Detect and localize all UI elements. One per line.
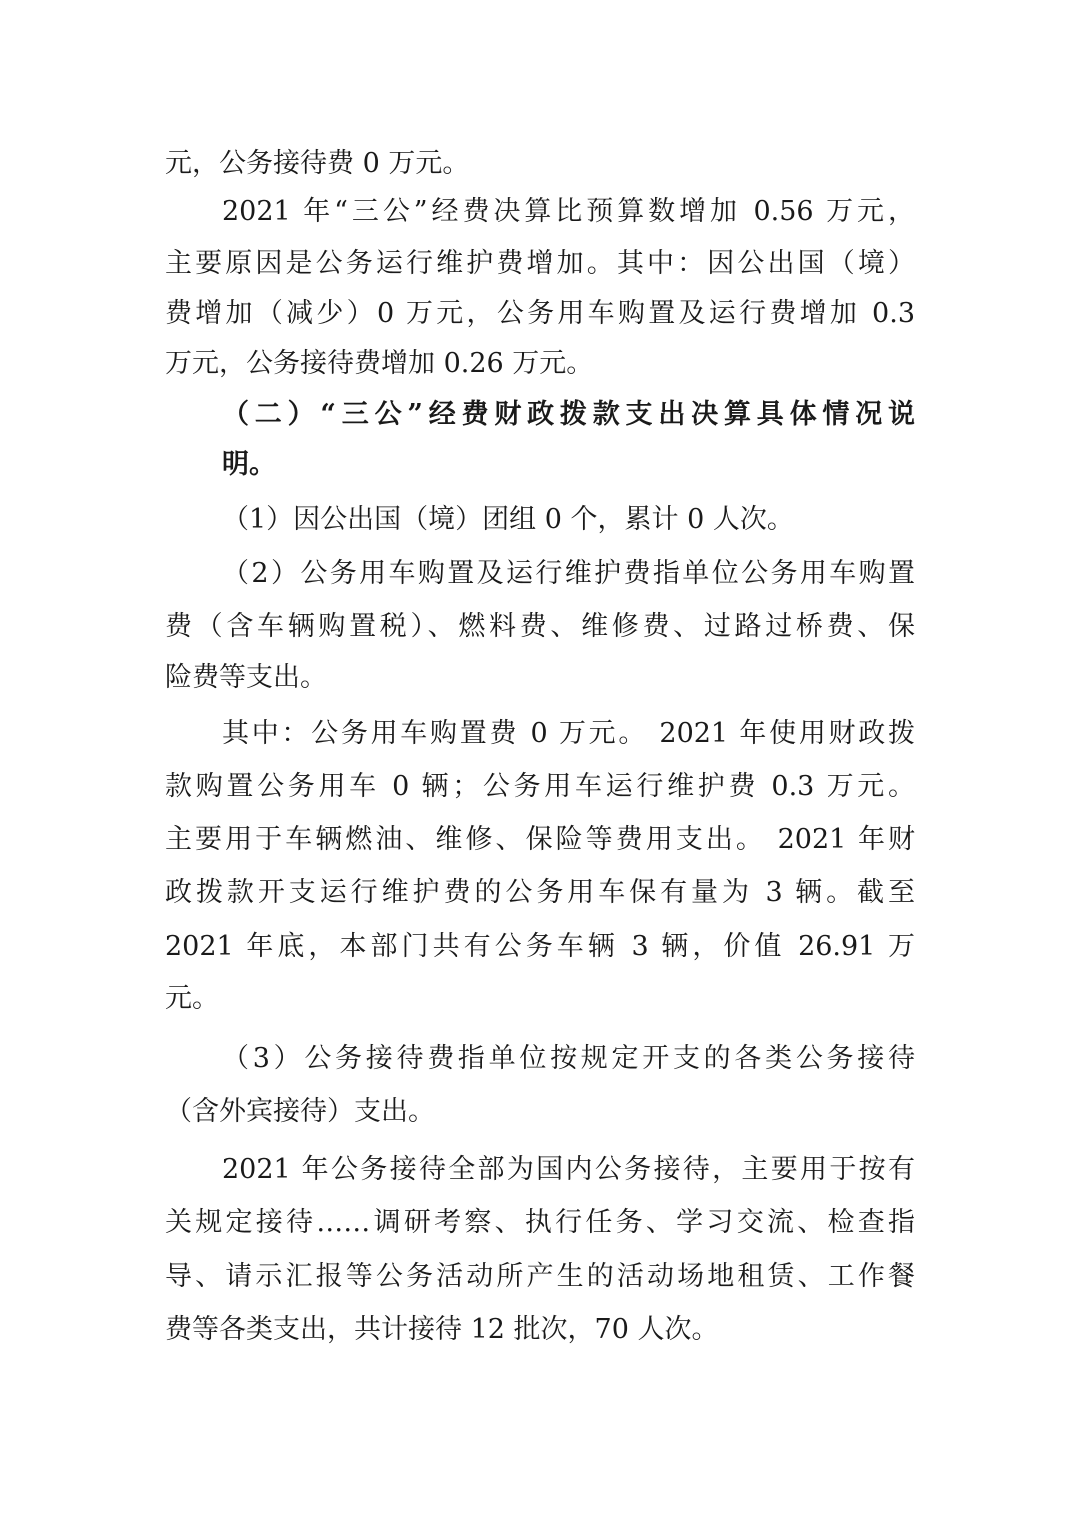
text-line: 导、请示汇报等公务活动所产生的活动场地租赁、工作餐 bbox=[165, 1261, 915, 1292]
text-line: （2）公务用车购置及运行维护费指单位公务用车购置 bbox=[222, 558, 915, 589]
text-line: （3）公务接待费指单位按规定开支的各类公务接待 bbox=[222, 1043, 915, 1074]
text-line: （1）因公出国（境）团组 0 个，累计 0 人次。 bbox=[222, 504, 794, 535]
text-line: 其中：公务用车购置费 0 万元。 2021 年使用财政拨 bbox=[222, 718, 915, 749]
text-line: 款购置公务用车 0 辆；公务用车运行维护费 0.3 万元。 bbox=[165, 771, 915, 802]
text-line: 2021 年底，本部门共有公务车辆 3 辆，价值 26.91 万 bbox=[165, 931, 915, 962]
text-line: 2021 年“三公”经费决算比预算数增加 0.56 万元， bbox=[222, 196, 915, 227]
text-line: 主要原因是公务运行维护费增加。其中：因公出国（境） bbox=[165, 248, 915, 279]
text-line: 主要用于车辆燃油、维修、保险等费用支出。 2021 年财 bbox=[165, 824, 915, 855]
text-line: （含外宾接待）支出。 bbox=[165, 1096, 435, 1127]
text-line: 关规定接待……调研考察、执行任务、学习交流、检查指 bbox=[165, 1207, 915, 1238]
text-line: 险费等支出。 bbox=[165, 662, 327, 693]
section-heading: （二）“三公”经费财政拨款支出决算具体情况说 bbox=[222, 399, 915, 430]
text-line: 元，公务接待费 0 万元。 bbox=[165, 148, 470, 179]
text-line: 费（含车辆购置税）、燃料费、维修费、过路过桥费、保 bbox=[165, 611, 915, 642]
text-line: 2021 年公务接待全部为国内公务接待，主要用于按有 bbox=[222, 1154, 915, 1185]
text-line: 元。 bbox=[165, 983, 219, 1014]
text-line: 费增加（减少）0 万元，公务用车购置及运行费增加 0.3 bbox=[165, 298, 915, 329]
section-heading-cont: 明。 bbox=[222, 449, 276, 480]
text-line: 费等各类支出，共计接待 12 批次，70 人次。 bbox=[165, 1314, 719, 1345]
text-line: 万元，公务接待费增加 0.26 万元。 bbox=[165, 348, 594, 379]
text-line: 政拨款开支运行维护费的公务用车保有量为 3 辆。截至 bbox=[165, 877, 915, 908]
